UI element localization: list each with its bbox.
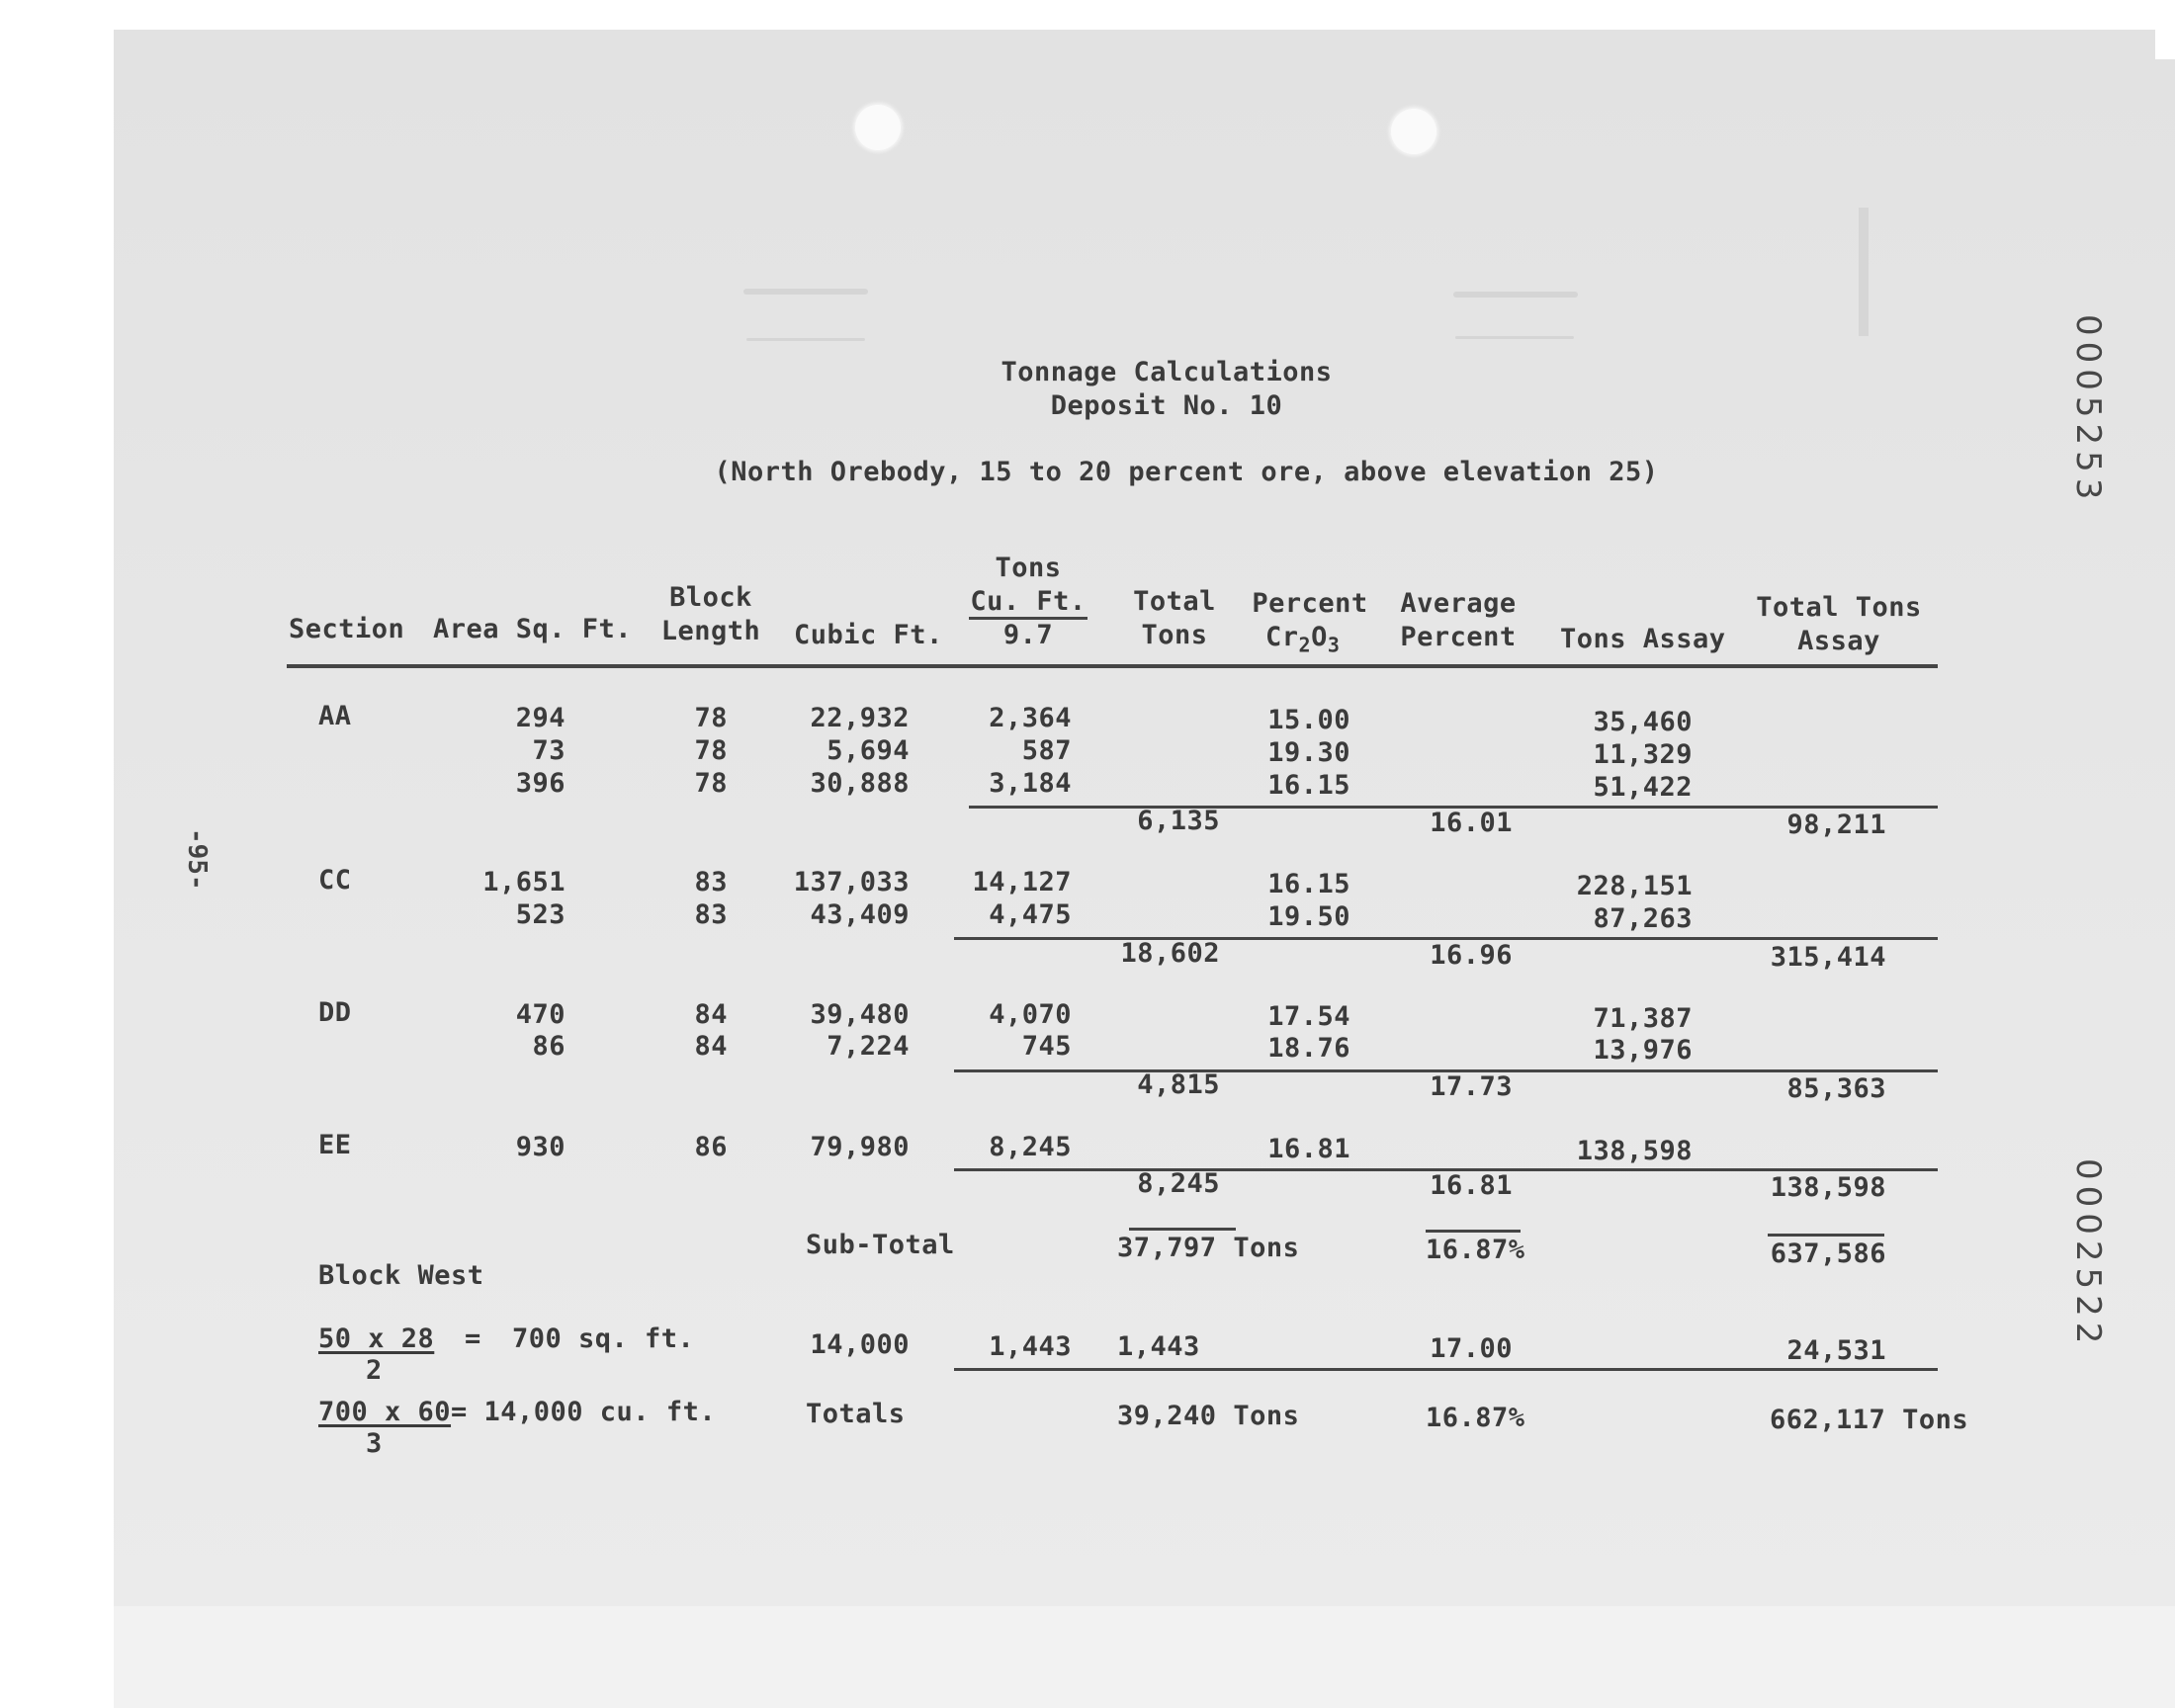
header-total-tons: Tons (1141, 620, 1208, 650)
cell-percent: 16.81 (1267, 1134, 1350, 1164)
bleed-through-mark (1453, 292, 1578, 298)
header-divisor: 9.7 (1002, 620, 1054, 650)
totals-tons: 39,240 Tons (1117, 1401, 1300, 1431)
section-average: 16.01 (1430, 808, 1513, 838)
header-tons-assay: Tons Assay (1560, 624, 1726, 654)
header-total: Total (1133, 586, 1216, 617)
cell-area: 73 (532, 735, 566, 766)
cell-assay: 138,598 (1576, 1136, 1693, 1166)
formula-area-equals: = (465, 1324, 481, 1354)
header-cubic: Cubic Ft. (794, 620, 943, 650)
section-average: 16.96 (1430, 940, 1513, 971)
cell-tons: 745 (1021, 1031, 1072, 1062)
block-west-tons: 1,443 (989, 1331, 1072, 1362)
totals-rule (954, 1368, 1938, 1371)
header-rule (287, 664, 1938, 668)
cell-length: 78 (694, 703, 728, 733)
cell-cubic: 137,033 (793, 867, 910, 897)
block-west-total-tons: 1,443 (1117, 1331, 1200, 1362)
cell-percent: 16.15 (1267, 770, 1350, 801)
punch-hole-right (1391, 109, 1436, 154)
cell-cubic: 43,409 (810, 899, 910, 930)
header-block: Block (669, 582, 752, 613)
cell-area: 86 (532, 1031, 566, 1062)
cell-area: 523 (515, 899, 566, 930)
formula-volume-result: = 14,000 cu. ft. (451, 1397, 717, 1427)
subtotal-tons: 37,797 Tons (1117, 1233, 1300, 1263)
section-label: EE (318, 1130, 352, 1160)
cell-percent: 16.15 (1267, 869, 1350, 899)
bleed-through-mark (746, 338, 865, 341)
cell-length: 83 (694, 867, 728, 897)
totals-assay: 662,117 Tons (1770, 1405, 1969, 1435)
block-west-cubic: 14,000 (810, 1329, 910, 1360)
cell-cubic: 7,224 (826, 1031, 910, 1062)
section-total-assay: 98,211 (1786, 810, 1886, 840)
header-percent: Percent (1252, 588, 1368, 619)
bates-stamp-top: 0005253 (2068, 314, 2108, 506)
bates-stamp-bottom: 0002522 (2068, 1158, 2108, 1350)
cell-length: 84 (694, 999, 728, 1030)
header-section: Section (289, 614, 405, 644)
cell-percent: 19.30 (1267, 737, 1350, 768)
bleed-through-mark (743, 289, 868, 295)
page-number: -95- (182, 828, 212, 891)
totals-average: 16.87% (1426, 1403, 1525, 1433)
cell-percent: 17.54 (1267, 1001, 1350, 1032)
section-total-tons: 4,815 (1137, 1069, 1220, 1100)
cell-tons: 14,127 (972, 867, 1072, 897)
header-tons: Tons (995, 553, 1062, 583)
bleed-through-mark (1859, 208, 1869, 336)
block-west-assay: 24,531 (1786, 1335, 1886, 1366)
subtotal-average: 16.87% (1426, 1235, 1525, 1265)
cell-length: 83 (694, 899, 728, 930)
cell-assay: 11,329 (1593, 739, 1693, 770)
cell-cubic: 30,888 (810, 768, 910, 799)
section-total-tons: 8,245 (1137, 1168, 1220, 1199)
cell-area: 1,651 (482, 867, 566, 897)
cell-assay: 228,151 (1576, 871, 1693, 901)
header-length: Length (660, 616, 761, 646)
section-total-assay: 138,598 (1770, 1172, 1886, 1203)
cell-length: 78 (694, 768, 728, 799)
cell-percent: 19.50 (1267, 901, 1350, 932)
totals-label: Totals (806, 1399, 906, 1429)
header-cr2o3: $Cr_2O_3$ (1265, 622, 1341, 657)
cell-cubic: 22,932 (810, 703, 910, 733)
block-west-average: 17.00 (1430, 1333, 1513, 1364)
cell-area: 396 (515, 768, 566, 799)
cell-length: 78 (694, 735, 728, 766)
document-description: (North Orebody, 15 to 20 percent ore, above elevation 25) (714, 457, 1659, 487)
cell-tons: 3,184 (989, 768, 1072, 799)
section-total-assay: 315,414 (1770, 942, 1886, 973)
header-area: Area Sq. Ft. (433, 614, 633, 644)
block-west-label: Block West (318, 1260, 484, 1291)
formula-area-denominator: 2 (366, 1355, 383, 1386)
cell-cubic: 5,694 (826, 735, 910, 766)
section-label: CC (318, 865, 352, 896)
subtotal-overline (1426, 1230, 1521, 1233)
cell-area: 470 (515, 999, 566, 1030)
section-total-tons: 6,135 (1137, 806, 1220, 836)
cell-cubic: 39,480 (810, 999, 910, 1030)
cell-length: 84 (694, 1031, 728, 1062)
cell-assay: 35,460 (1593, 707, 1693, 737)
section-total-tons: 18,602 (1120, 938, 1220, 969)
document-subtitle: Deposit No. 10 (1050, 390, 1283, 421)
section-label: DD (318, 997, 352, 1028)
cell-assay: 13,976 (1593, 1035, 1693, 1066)
formula-volume-denominator: 3 (366, 1428, 383, 1459)
formula-area-numerator: 50 x 28 (318, 1324, 435, 1354)
cell-tons: 4,070 (989, 999, 1072, 1030)
cell-area: 930 (515, 1132, 566, 1162)
subtotal-overline (1129, 1228, 1236, 1231)
subtotal-assay: 637,586 (1770, 1238, 1886, 1269)
page-corner (2155, 30, 2175, 59)
document-title: Tonnage Calculations (1000, 357, 1333, 387)
cell-cubic: 79,980 (810, 1132, 910, 1162)
cell-percent: 15.00 (1267, 705, 1350, 735)
cell-tons: 587 (1021, 735, 1072, 766)
bleed-through-mark (1455, 336, 1574, 339)
cell-assay: 87,263 (1593, 903, 1693, 934)
header-average-percent: Percent (1400, 622, 1517, 652)
section-total-assay: 85,363 (1786, 1073, 1886, 1104)
header-average: Average (1400, 588, 1517, 619)
cell-length: 86 (694, 1132, 728, 1162)
header-assay: Assay (1797, 626, 1880, 656)
section-average: 17.73 (1430, 1071, 1513, 1102)
header-cuft: Cu. Ft. (970, 586, 1087, 617)
section-average: 16.81 (1430, 1170, 1513, 1201)
cell-assay: 51,422 (1593, 772, 1693, 803)
header-total-tons-assay: Total Tons (1756, 592, 1922, 623)
subtotal-label: Sub-Total (806, 1230, 955, 1260)
formula-area-result: 700 sq. ft. (512, 1324, 695, 1354)
cell-tons: 8,245 (989, 1132, 1072, 1162)
cell-tons: 2,364 (989, 703, 1072, 733)
cell-tons: 4,475 (989, 899, 1072, 930)
scan-bottom-margin (114, 1606, 2175, 1708)
section-label: AA (318, 701, 352, 731)
subtotal-overline (1768, 1234, 1884, 1237)
punch-hole-left (855, 105, 901, 150)
cell-area: 294 (515, 703, 566, 733)
cell-percent: 18.76 (1267, 1033, 1350, 1064)
formula-volume-numerator: 700 x 60 (318, 1397, 452, 1427)
cell-assay: 71,387 (1593, 1003, 1693, 1034)
